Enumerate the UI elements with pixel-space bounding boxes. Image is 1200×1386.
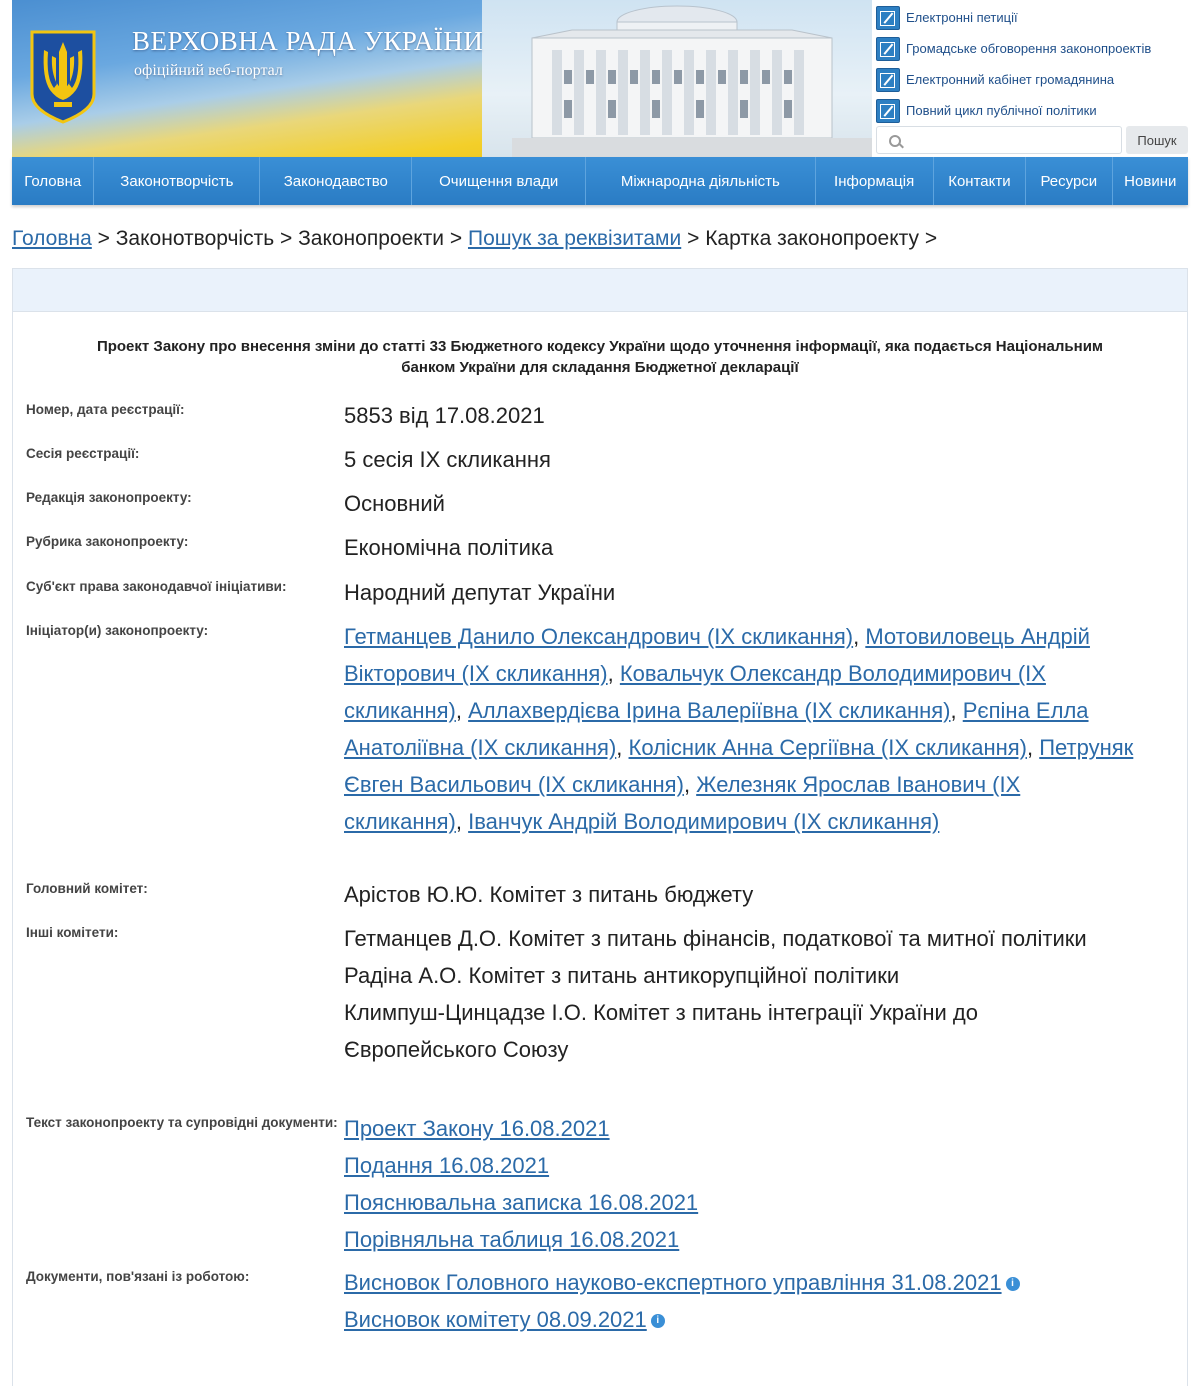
search-icon (889, 135, 901, 147)
bill-title: Проект Закону про внесення зміни до статті 33 Бюджетного кодексу України щодо уточнення інформації, яка подається Національним банком України для складання Бюджетної декларації (96, 338, 1104, 376)
initiator-link[interactable]: Іванчук Андрій Володимирович (IX скликання) (468, 809, 940, 834)
field-value: 5853 від 17.08.2021 (344, 403, 545, 428)
other-committees-list (344, 920, 1134, 1110)
breadcrumb-separator: > (97, 227, 110, 250)
initiator-link[interactable]: Петруняк Євген Васильович (IX скликання) (344, 735, 1134, 797)
breadcrumb-separator: > (449, 227, 463, 250)
breadcrumb-separator: > (687, 227, 700, 250)
initiator-link[interactable]: Мотовиловець Андрій Вікторович (IX скликання) (344, 624, 1090, 686)
field-label: Рубрика законопроекту: (26, 534, 189, 549)
info-icon[interactable]: i (651, 1314, 665, 1328)
site-title: ВЕРХОВНА РАДА УКРАЇНИ (132, 26, 484, 56)
field-label: Номер, дата реєстрації: (26, 402, 185, 417)
document-link[interactable]: Подання 16.08.2021 (344, 1153, 550, 1178)
field-label: Редакція законопроекту: (26, 490, 192, 505)
main-nav (12, 157, 1188, 205)
breadcrumb-bill-card: Картка законопроекту (705, 227, 919, 250)
field-row-session (13, 441, 1187, 485)
nav-international[interactable]: Міжнародна діяльність (586, 157, 815, 205)
texts-list (344, 1110, 1134, 1264)
field-row-other-committees (13, 920, 1187, 1110)
field-label: Текст законопроекту та супровідні документи: (26, 1115, 338, 1130)
initiator-link[interactable]: Аллахвердієва Ірина Валеріївна (IX скликання) (468, 698, 951, 723)
edit-icon (876, 68, 900, 92)
nav-resources[interactable]: Ресурси (1026, 157, 1112, 205)
header-banner (12, 0, 872, 157)
document-link[interactable]: Порівняльна таблиця 16.08.2021 (344, 1227, 680, 1252)
field-value: Народний депутат України (344, 580, 616, 605)
field-value: Основний (344, 491, 445, 516)
field-label: Сесія реєстрації: (26, 446, 140, 461)
field-row-subject (13, 574, 1187, 618)
field-value: 5 сесія IX скликання (344, 447, 551, 472)
field-label: Суб'єкт права законодавчої ініціативи: (26, 579, 287, 594)
related-document-link[interactable]: Висновок Головного науково-експертного управління 31.08.2021 (344, 1270, 1002, 1295)
breadcrumb-search[interactable]: Пошук за реквізитами (467, 227, 682, 250)
initiator-link[interactable]: Гетманцев Данило Олександрович (IX скликання) (344, 624, 854, 649)
field-row-related (13, 1264, 1187, 1354)
search-button[interactable]: Пошук (1126, 126, 1188, 154)
breadcrumb-lawmaking: Законотворчість (115, 227, 275, 250)
field-row-rubric (13, 529, 1187, 574)
quicklink-label: Громадське обговорення законопроектів (906, 41, 1152, 56)
bill-fields (13, 397, 1187, 1354)
nav-contacts[interactable]: Контакти (934, 157, 1026, 205)
breadcrumb (12, 227, 937, 251)
quicklink-label: Електронні петиції (906, 10, 1018, 25)
nav-home[interactable]: Головна (12, 157, 94, 205)
nav-news[interactable]: Новини (1124, 172, 1177, 190)
bill-card (12, 268, 1188, 1386)
info-icon[interactable]: i (1006, 1277, 1020, 1291)
quicklink-label: Повний цикл публічної політики (906, 103, 1097, 118)
related-document-link[interactable]: Висновок комітету 08.09.2021 (344, 1307, 647, 1332)
field-value: Арістов Ю.Ю. Комітет з питань бюджету (344, 882, 754, 907)
initiator-link[interactable]: Железняк Ярослав Іванович (IX скликання) (344, 772, 1021, 834)
nav-lustration[interactable]: Очищення влади (412, 157, 586, 205)
quicklink-public-policy[interactable] (876, 97, 1188, 124)
initiator-link[interactable]: Рєпіна Елла Анатоліївна (IX скликання) (344, 698, 1089, 760)
quicklink-label: Електронний кабінет громадянина (906, 72, 1115, 87)
document-link[interactable]: Проект Закону 16.08.2021 (344, 1116, 610, 1141)
quicklink-petitions[interactable] (876, 4, 1188, 31)
committee-item: Гетманцев Д.О. Комітет з питань фінансів, податкової та митної політики (344, 926, 1087, 951)
nav-lawmaking[interactable]: Законотворчість (94, 157, 260, 205)
field-row-texts (13, 1110, 1187, 1264)
card-header-bar (13, 269, 1187, 312)
breadcrumb-bills: Законопроекти (298, 227, 445, 250)
quicklink-citizen-cabinet[interactable] (876, 66, 1188, 93)
breadcrumb-home[interactable]: Головна (12, 227, 92, 250)
site-subtitle: офіційний веб-портал (134, 62, 283, 79)
field-row-registration (13, 397, 1187, 441)
field-label: Ініціатор(и) законопроекту: (26, 623, 209, 638)
quick-links (876, 4, 1188, 128)
field-label: Документи, пов'язані із роботою: (26, 1269, 250, 1284)
nav-legislation[interactable]: Законодавство (260, 157, 412, 205)
quicklink-public-discussion[interactable] (876, 35, 1188, 62)
trident-emblem-icon[interactable] (28, 28, 98, 124)
edit-icon (876, 6, 900, 30)
related-list (344, 1264, 1134, 1354)
search-form (876, 126, 1188, 154)
search-input[interactable] (876, 126, 1122, 154)
breadcrumb-separator: > (279, 227, 293, 250)
initiator-link[interactable]: Ковальчук Олександр Володимирович (IX скликання) (344, 661, 1046, 723)
committee-item: Климпуш-Цинцадзе І.О. Комітет з питань інтеграції України до Європейського Союзу (344, 1000, 978, 1062)
edit-icon (876, 99, 900, 123)
initiators-list: Гетманцев Данило Олександрович (IX скликання), Мотовиловець Андрій Вікторович (IX скликання), Ковальчук Олександр Володимирович (IX скликання), Аллахвердієва Ірина Валеріївна (IX скликання), Рєпіна Елла Анатоліївна (IX скликання), Колісник Анна Сергіївна (IX скликання), Петруняк Євген Васильович (IX скликання), Железняк Ярослав Іванович (IX скликання), Іванчук Андрій Володимирович (IX скликання) (344, 624, 1134, 834)
site-header (12, 0, 1188, 157)
field-label: Головний комітет: (26, 881, 148, 896)
edit-icon (876, 37, 900, 61)
field-row-edition (13, 485, 1187, 529)
field-label: Інші комітети: (26, 925, 119, 940)
nav-information[interactable]: Інформація (816, 157, 934, 205)
committee-item: Радіна А.О. Комітет з питань антикорупційної політики (344, 963, 900, 988)
field-row-initiators (13, 618, 1187, 876)
field-value: Економічна політика (344, 535, 554, 560)
document-link[interactable]: Пояснювальна записка 16.08.2021 (344, 1190, 699, 1215)
parliament-building-image (512, 0, 872, 157)
field-row-main-committee (13, 876, 1187, 920)
initiator-link[interactable]: Колісник Анна Сергіївна (IX скликання) (628, 735, 1027, 760)
breadcrumb-separator: > (924, 227, 938, 250)
